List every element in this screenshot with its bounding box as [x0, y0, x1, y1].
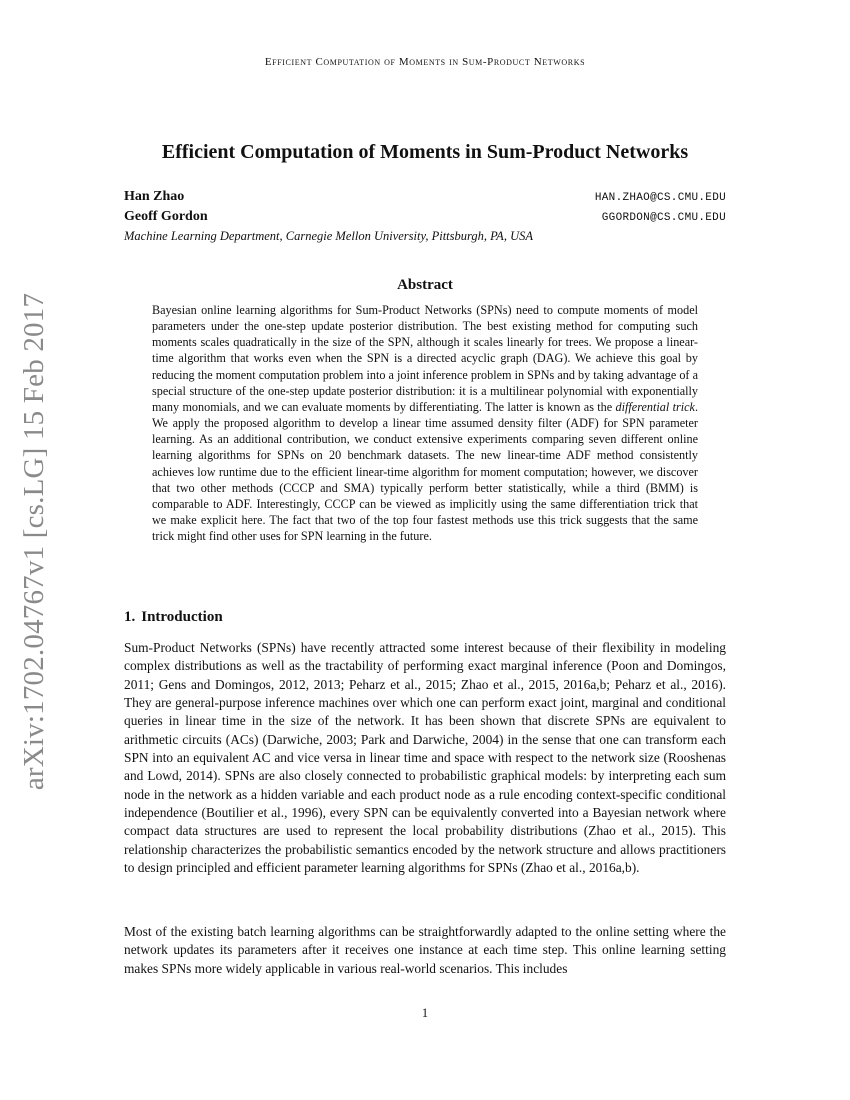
running-head: Efficient Computation of Moments in Sum-Product Networks	[264, 56, 586, 68]
author-name: Han Zhao	[124, 189, 185, 204]
body-paragraph: Sum-Product Networks (SPNs) have recently attracted some interest because of their flexibility in modeling complex distributions as well as the tractability of performing exact marginal inference (Poon and Domingos, 2011; Gens and Domingos, 2012, 2013; Peharz et al., 2015; Zhao et al., 2015, 2016a,b; Peharz et al., 2016). They are general-purpose inference machines over which one can perform exact joint, marginal and conditional queries in linear time in the size of the network. It has been shown that discrete SPNs are equivalent to arithmetic circuits (ACs) (Darwiche, 2003; Park and Darwiche, 2004) in the sense that one can transform each SPN into an equivalent AC and vice versa in linear time and space with respect to the network size (Rooshenas and Lowd, 2014). SPNs are also closely connected to probabilistic graphical models: by interpreting each sum node in the network as a hidden variable and each product node as a rule encoding context-specific conditional independence (Boutilier et al., 1996), every SPN can be equivalently converted into a Bayesian network where compact data structures are used to represent the local probability distributions (Zhao et al., 2015). This relationship characterizes the probabilistic semantics encoded by the network structure and allows practitioners to design principled and efficient parameter learning algorithms for SPNs (Zhao et al., 2016a,b).	[124, 640, 726, 876]
arxiv-identifier: arXiv:1702.04767v1 [cs.LG] 15 Feb 2017	[18, 292, 51, 790]
paper-title: Efficient Computation of Moments in Sum-Product Networks	[161, 141, 689, 163]
arxiv-sidebar-stamp	[18, 292, 52, 790]
section-heading-introduction	[124, 609, 223, 626]
abstract-text	[152, 302, 698, 544]
author-row	[124, 209, 726, 225]
author-row	[124, 189, 726, 205]
section-title: Introduction	[141, 609, 223, 625]
author-email: GGORDON@CS.CMU.EDU	[601, 212, 726, 224]
body-paragraph: Most of the existing batch learning algorithms can be straightforwardly adapted to the online setting where the network updates its parameters after it receives one instance at each time step. This online learning setting makes SPNs more widely applicable in various real-world scenarios. This includes	[124, 924, 726, 976]
author-name: Geoff Gordon	[124, 209, 208, 224]
author-email: HAN.ZHAO@CS.CMU.EDU	[594, 192, 726, 204]
page-number: 1	[421, 1006, 429, 1020]
section-number: 1.	[124, 609, 136, 625]
abstract-heading: Abstract	[397, 277, 453, 293]
abstract-text-part: . We apply the proposed algorithm to develop a linear time assumed density filter (ADF) for SPN parameter learning. As an additional contribution, we conduct extensive experiments comparing seven different online learning algorithms for SPNs on 20 benchmark datasets. The new linear-time ADF method consistently achieves low runtime due to the efficient linear-time algorithm for moment computation; however, we discover that two other methods (CCCP and SMA) typically perform better statistically, while a third (BMM) is comparable to ADF. Interestingly, CCCP can be viewed as implicitly using the same differentiation trick that we make explicit here. The fact that two of the top four fastest methods use this trick suggests that the same trick might find other uses for SPN learning in the future.	[152, 399, 698, 544]
author-affiliation: Machine Learning Department, Carnegie Mellon University, Pittsburgh, PA, USA	[124, 229, 533, 243]
abstract-emphasis: differential trick	[615, 399, 695, 414]
abstract-text-part: Bayesian online learning algorithms for Sum-Product Networks (SPNs) need to compute moments of model parameters under the one-step update posterior distribution. The best existing method for computing such moments scales quadratically in the size of the SPN, although it scales linearly for trees. We propose a linear-time algorithm that works even when the SPN is a directed acyclic graph (DAG). We achieve this goal by reducing the moment computation problem into a joint inference problem in SPNs and by taking advantage of a special structure of the one-step update posterior distribution: it is a multilinear polynomial with exponentially many monomials, and we can evaluate moments by differentiating. The latter is known as the	[152, 303, 698, 414]
